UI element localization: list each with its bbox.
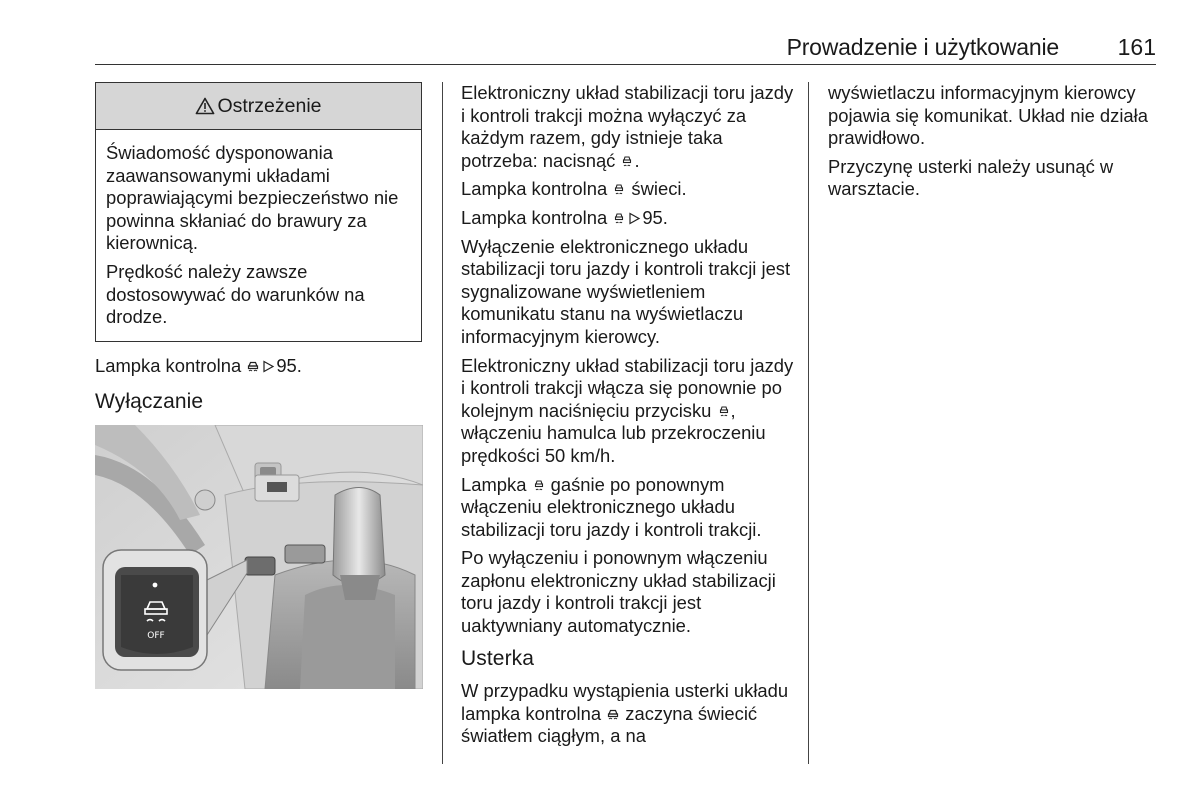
column-2: [461, 82, 797, 754]
esc-skid-icon: [532, 478, 546, 492]
section-heading: Wyłączanie: [95, 390, 204, 414]
warning-box: [95, 82, 422, 342]
illustration-esc-off-button: [95, 425, 423, 689]
paragraph: wyświetlaczu informacyjnym kierowcy pojawia się komunikat. Układ nie działa prawidłowo.: [828, 82, 1148, 149]
paragraph: [461, 355, 797, 468]
text-run: Lampka kontrolna: [461, 206, 613, 228]
esc-skid-icon: [620, 154, 634, 168]
column-3: [828, 82, 1158, 207]
indicator-reference: [95, 355, 425, 378]
text-run: W przypadku wystąpienia usterki układu lampka kontrolna: [461, 680, 789, 724]
page-title: Prowadzenie i użytkowanie: [786, 34, 1059, 60]
off-label: OFF: [147, 631, 165, 641]
illustration-drawing: [95, 425, 423, 689]
column-divider: [808, 82, 809, 764]
page-number: 161: [1117, 34, 1156, 60]
paragraph: [461, 680, 797, 748]
paragraph: [461, 474, 797, 542]
paragraph: [461, 178, 797, 201]
page-reference-arrow-icon: [262, 360, 275, 373]
paragraph: Wyłączenie elektronicznego układu stabilizacji toru jazdy i kontroli trakcji jest sygnalizowane wyświetleniem komunikatu stanu na wyświetlaczu informacyjnym kierowcy.: [461, 235, 791, 347]
text-run: , włączeniu hamulca lub przekroczeniu prędkości 50 km/h.: [461, 399, 766, 466]
page-reference-arrow-icon: [628, 212, 641, 225]
text-run: Lampka: [461, 473, 532, 495]
warning-paragraph: Świadomość dysponowania zaawansowanymi układami poprawiającymi bezpieczeństwo nie powinna skłaniać do brawury za kierownicą.: [106, 142, 399, 254]
text-run: Elektroniczny układ stabilizacji toru jazdy i kontroli trakcji można wyłączyć za każdym razem, gdy istnieje taka potrzeba: nacisnąć: [461, 82, 794, 171]
esc-skid-icon: [612, 182, 626, 196]
esc-skid-icon: [717, 404, 731, 418]
page-reference: 95.: [642, 206, 668, 228]
paragraph: [461, 82, 797, 172]
warning-paragraph: Prędkość należy zawsze dostosowywać do warunków na drodze.: [106, 260, 365, 328]
warning-triangle-icon: [195, 97, 215, 115]
paragraph: Przyczynę usterki należy usunąć w warsztacie.: [828, 155, 1114, 200]
page-reference: 95.: [276, 354, 302, 376]
text-run: zaczyna świecić światłem ciągłym, a na: [461, 702, 758, 747]
warning-title: Ostrzeżenie: [217, 94, 322, 117]
esc-skid-icon: [612, 211, 626, 225]
warning-header: [96, 83, 421, 130]
column-divider: [442, 82, 443, 764]
warning-body: [96, 130, 421, 341]
text-run: gaśnie po ponownym włączeniu elektronicznego układu stabilizacji toru jazdy i kontroli trakcji.: [461, 473, 762, 540]
column-1: [95, 82, 425, 414]
text-run: świeci.: [626, 178, 687, 200]
text-run: Elektroniczny układ stabilizacji toru jazdy i kontroli trakcji włącza się ponownie po kolejnym naciśnięciu przycisku: [461, 354, 794, 421]
section-heading: Usterka: [461, 646, 535, 670]
paragraph: [461, 207, 797, 230]
esc-off-icon: [606, 707, 620, 721]
page-header: [95, 32, 1156, 65]
paragraph: Po wyłączeniu i ponownym włączeniu zapłonu elektroniczny układ stabilizacji toru jazdy i kontroli trakcji jest uaktywniany automatycznie.: [461, 547, 776, 637]
text-run: Lampka kontrolna: [461, 178, 613, 200]
text-run: .: [634, 149, 640, 171]
esc-off-icon: [246, 359, 260, 373]
text-run: Lampka kontrolna: [95, 354, 247, 376]
